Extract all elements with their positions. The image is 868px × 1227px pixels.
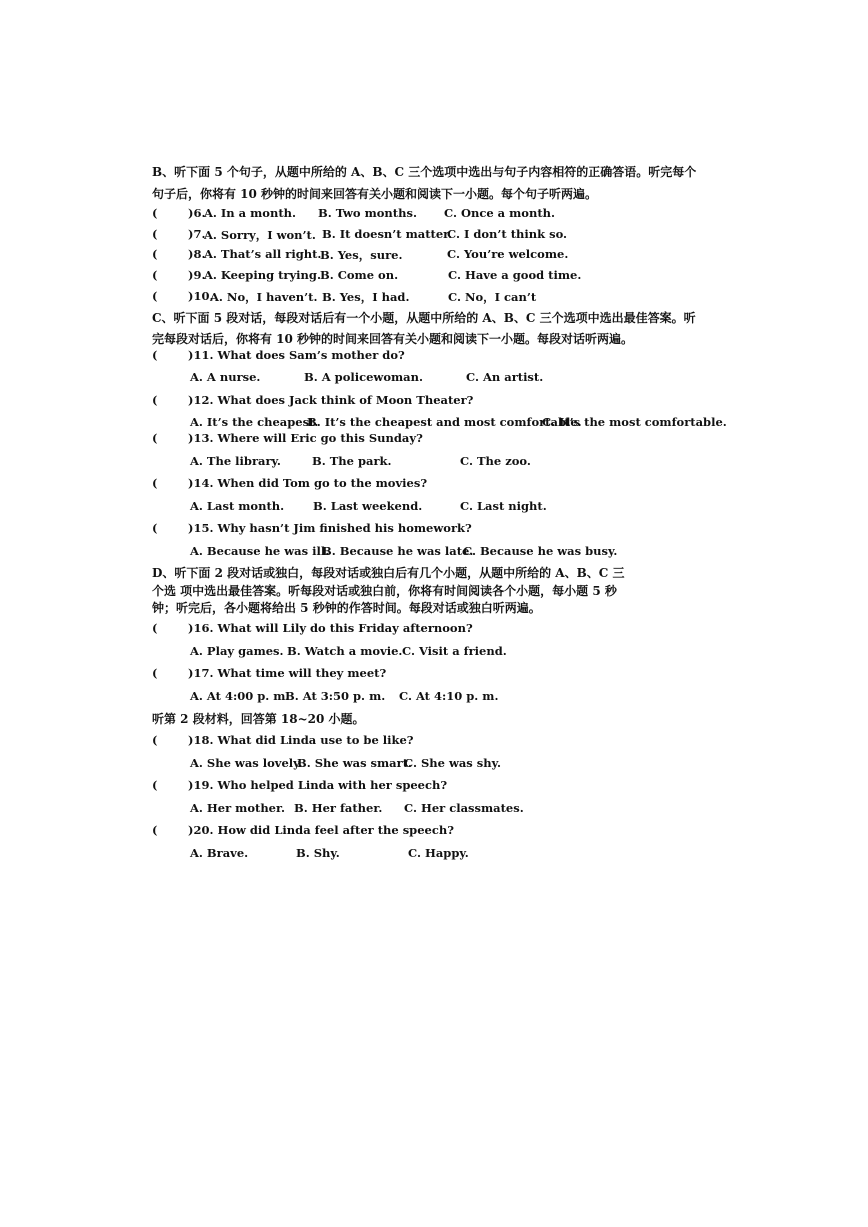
- option-b: B. Because he was late.: [322, 544, 474, 558]
- option-c: C. Last night.: [460, 499, 547, 513]
- option-a: A. Brave.: [190, 846, 249, 860]
- option-a: A. That’s all right.: [204, 247, 322, 261]
- option-b: B. She was smart.: [297, 756, 413, 770]
- answer-blank[interactable]: (: [152, 476, 158, 490]
- option-c: C. I don’t think so.: [447, 227, 568, 241]
- question-stem: )18. What did Linda use to be like?: [188, 733, 414, 747]
- option-b: B. At 3:50 p. m.: [285, 689, 386, 703]
- question-15: [152, 521, 472, 535]
- answer-blank[interactable]: (: [152, 823, 158, 837]
- option-b: B. A policewoman.: [304, 370, 423, 384]
- option-a: A. Last month.: [190, 499, 285, 513]
- question-stem: )15. Why hasn’t Jim finished his homework?: [188, 521, 472, 535]
- question-7: [152, 227, 568, 242]
- question-19: [152, 778, 447, 792]
- option-c: C. At 4:10 p. m.: [399, 689, 499, 703]
- option-c: C. Because he was busy.: [463, 544, 618, 558]
- option-b: B. Come on.: [320, 268, 399, 282]
- answer-blank[interactable]: (: [152, 521, 158, 535]
- option-b: B. It doesn’t matter.: [322, 227, 453, 241]
- question-stem: )13. Where will Eric go this Sunday?: [188, 431, 423, 445]
- section-d-intro-line1: D、听下面 2 段对话或独白，每段对话或独白后有几个小题，从题中所给的 A、B、C 三: [152, 566, 625, 580]
- question-12: [152, 393, 473, 407]
- question-8: [152, 247, 569, 262]
- question-stem: )16. What will Lily do this Friday afternoon?: [188, 621, 473, 635]
- answer-blank[interactable]: (: [152, 431, 158, 445]
- question-9: [152, 268, 582, 282]
- option-c: C. She was shy.: [404, 756, 501, 770]
- option-c: C. Have a good time.: [448, 268, 582, 282]
- option-b: B. Yes，I had.: [322, 290, 410, 304]
- option-b: B. Last weekend.: [313, 499, 423, 513]
- question-6: [152, 206, 555, 220]
- option-a: A. Sorry，I won’t.: [204, 228, 316, 242]
- answer-blank[interactable]: (: [152, 393, 158, 407]
- option-a: A. She was lovely.: [190, 756, 303, 770]
- question-stem: )17. What time will they meet?: [188, 666, 387, 680]
- answer-blank[interactable]: (: [152, 268, 158, 282]
- question-number: )10.: [188, 289, 214, 303]
- answer-blank[interactable]: (: [152, 666, 158, 680]
- section-d-intro-line2: 个选 项中选出最佳答案。听每段对话或独白前，你将有时间阅读各个小题，每小题 5 秒: [152, 584, 617, 598]
- option-a: A. A nurse.: [190, 370, 261, 384]
- option-b: B. It’s the cheapest and most comfortable.: [307, 415, 582, 429]
- question-17: [152, 666, 386, 680]
- answer-blank[interactable]: (: [152, 206, 158, 220]
- question-stem: )20. How did Linda feel after the speech?: [188, 823, 454, 837]
- section-b-intro-line2: 句子后，你将有 10 秒钟的时间来回答有关小题和阅读下一小题。每个句子听两遍。: [152, 187, 598, 201]
- option-a: A. Her mother.: [190, 801, 286, 815]
- question-stem: )11. What does Sam’s mother do?: [188, 348, 405, 362]
- option-a: A. Because he was ill.: [190, 544, 330, 558]
- question-14: [152, 476, 427, 490]
- answer-blank[interactable]: (: [152, 621, 158, 635]
- option-c: C. No，I can’t: [448, 290, 537, 304]
- option-c: C. It’s the most comfortable.: [542, 415, 727, 429]
- answer-blank[interactable]: (: [152, 247, 158, 261]
- answer-blank[interactable]: (: [152, 778, 158, 792]
- option-c: C. You’re welcome.: [447, 247, 569, 261]
- question-number: )6.: [188, 206, 206, 220]
- option-b: B. Yes，sure.: [320, 248, 403, 262]
- question-number: )7.: [188, 227, 206, 241]
- option-a: A. Play games.: [190, 644, 284, 658]
- answer-blank[interactable]: (: [152, 289, 158, 303]
- answer-blank[interactable]: (: [152, 733, 158, 747]
- question-number: )8.: [188, 247, 206, 261]
- option-c: C. An artist.: [466, 370, 544, 384]
- option-a: A. In a month.: [204, 206, 297, 220]
- option-a: A. The library.: [190, 454, 281, 468]
- option-b: B. Shy.: [296, 846, 340, 860]
- question-stem: )12. What does Jack think of Moon Theater?: [188, 393, 474, 407]
- option-a: A. Keeping trying.: [204, 268, 321, 282]
- question-20: [152, 823, 454, 837]
- option-c: C. The zoo.: [460, 454, 531, 468]
- option-c: C. Her classmates.: [404, 801, 524, 815]
- section-c-intro-line1: C、听下面 5 段对话，每段对话后有一个小题，从题中所给的 A、B、C 三个选项中选出最佳答案。听: [152, 311, 696, 325]
- question-11: [152, 348, 405, 362]
- question-stem: )14. When did Tom go to the movies?: [188, 476, 428, 490]
- question-stem: )19. Who helped Linda with her speech?: [188, 778, 448, 792]
- question-10: [152, 289, 537, 304]
- option-a: A. No，I haven’t.: [210, 290, 318, 304]
- option-a: A. At 4:00 p. m.: [190, 689, 290, 703]
- section-c-intro-line2: 完每段对话后，你将有 10 秒钟的时间来回答有关小题和阅读下一小题。每段对话听两遍。: [152, 332, 634, 346]
- question-16: [152, 621, 473, 635]
- option-b: B. Two months.: [318, 206, 417, 220]
- option-c: C. Once a month.: [444, 206, 555, 220]
- option-b: B. The park.: [312, 454, 392, 468]
- answer-blank[interactable]: (: [152, 227, 158, 241]
- option-b: B. Her father.: [294, 801, 383, 815]
- option-c: C. Happy.: [408, 846, 469, 860]
- part-2-instruction: 听第 2 段材料，回答第 18~20 小题。: [152, 712, 365, 726]
- question-number: )9.: [188, 268, 206, 282]
- question-13: [152, 431, 423, 445]
- question-18: [152, 733, 414, 747]
- option-a: A. It’s the cheapest.: [190, 415, 319, 429]
- option-b: B. Watch a movie.: [287, 644, 403, 658]
- section-d-intro-line3: 钟；听完后，各小题将给出 5 秒钟的作答时间。每段对话或独白听两遍。: [152, 601, 541, 615]
- answer-blank[interactable]: (: [152, 348, 158, 362]
- section-b-intro-line1: B、听下面 5 个句子，从题中所给的 A、B、C 三个选项中选出与句子内容相符的正确答语。听完每个: [152, 165, 697, 179]
- option-c: C. Visit a friend.: [402, 644, 507, 658]
